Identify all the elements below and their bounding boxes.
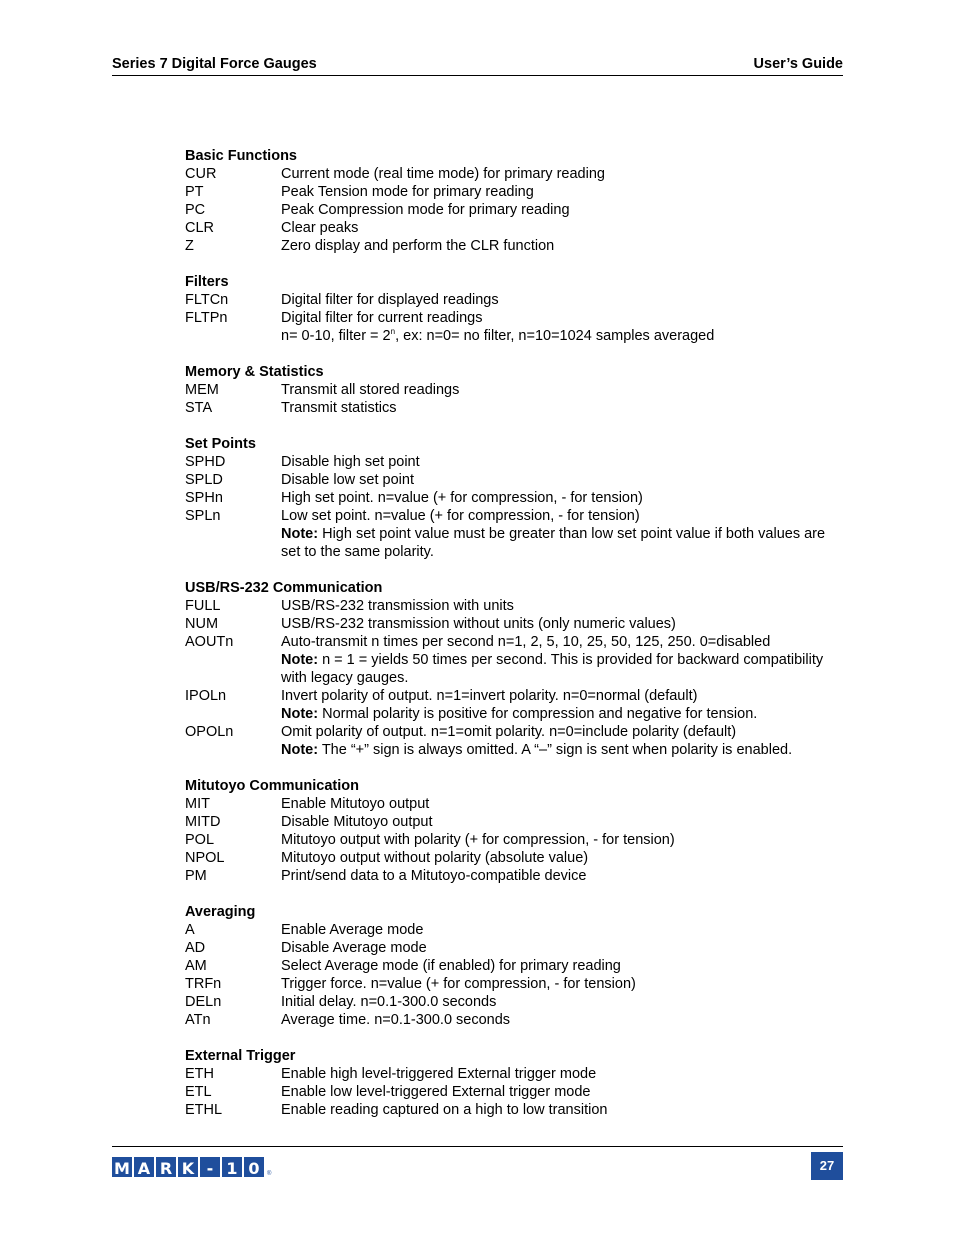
page-number: 27 xyxy=(811,1152,843,1180)
section xyxy=(185,273,845,345)
command-description: Transmit all stored readings xyxy=(281,382,460,398)
command-row xyxy=(185,921,845,939)
section-title: Averaging xyxy=(185,904,256,920)
section-title: Basic Functions xyxy=(185,148,297,164)
command-row xyxy=(185,687,845,705)
filter-formula xyxy=(185,327,845,345)
note-label: Note: xyxy=(281,742,319,758)
command-code: PC xyxy=(185,202,206,218)
command-row xyxy=(185,597,845,615)
command-row xyxy=(185,615,845,633)
command-code: FLTCn xyxy=(185,292,229,308)
command-code: SPLn xyxy=(185,508,221,524)
command-code: FULL xyxy=(185,598,221,614)
mark10-logo xyxy=(112,1157,271,1177)
section xyxy=(185,363,845,417)
formula-text: n= 0-10, filter = 2 xyxy=(281,328,391,344)
command-row xyxy=(185,957,845,975)
command-code: ETHL xyxy=(185,1102,223,1118)
footer-divider xyxy=(112,1146,843,1147)
command-code: ETH xyxy=(185,1066,214,1082)
command-description: Clear peaks xyxy=(281,220,359,236)
command-description: Invert polarity of output. n=1=invert polarity. n=0=normal (default) xyxy=(281,688,698,704)
command-row xyxy=(185,219,845,237)
command-note xyxy=(185,651,845,687)
command-code: Z xyxy=(185,238,194,254)
command-code: PT xyxy=(185,184,204,200)
section-title: Set Points xyxy=(185,436,256,452)
formula-exponent: n xyxy=(390,327,396,337)
command-description: USB/RS-232 transmission with units xyxy=(281,598,514,614)
section-title: USB/RS-232 Communication xyxy=(185,580,383,596)
command-description: Enable Average mode xyxy=(281,922,424,938)
command-description: Zero display and perform the CLR function xyxy=(281,238,555,254)
command-code: ATn xyxy=(185,1012,211,1028)
command-code: AD xyxy=(185,940,206,956)
command-description: Peak Compression mode for primary reading xyxy=(281,202,570,218)
command-row xyxy=(185,813,845,831)
command-code: DELn xyxy=(185,994,222,1010)
command-row xyxy=(185,1101,845,1119)
command-code: CLR xyxy=(185,220,215,236)
command-code: TRFn xyxy=(185,976,222,992)
section-title: Mitutoyo Communication xyxy=(185,778,359,794)
command-row xyxy=(185,1065,845,1083)
command-row xyxy=(185,795,845,813)
note-label: Note: xyxy=(281,526,319,542)
command-description: Digital filter for displayed readings xyxy=(281,292,499,308)
logo-letter: R xyxy=(156,1157,176,1177)
command-row xyxy=(185,165,845,183)
command-description: Peak Tension mode for primary reading xyxy=(281,184,534,200)
command-row xyxy=(185,183,845,201)
registered-mark: ® xyxy=(267,1171,272,1177)
command-row xyxy=(185,399,845,417)
command-row xyxy=(185,993,845,1011)
command-code: PM xyxy=(185,868,207,884)
command-row xyxy=(185,1083,845,1101)
command-row xyxy=(185,381,845,399)
section xyxy=(185,147,845,255)
command-code: SPLD xyxy=(185,472,223,488)
command-code: ETL xyxy=(185,1084,212,1100)
command-row xyxy=(185,489,845,507)
command-description: Disable Average mode xyxy=(281,940,427,956)
command-code: MIT xyxy=(185,796,210,812)
command-row xyxy=(185,723,845,741)
logo-letter: K xyxy=(178,1157,198,1177)
note-label: Note: xyxy=(281,652,319,668)
command-description: Enable low level-triggered External trigger mode xyxy=(281,1084,591,1100)
note-text: n = 1 = yields 50 times per second. This is provided for backward compatibility with legacy gauges. xyxy=(281,652,824,686)
command-description: Initial delay. n=0.1-300.0 seconds xyxy=(281,994,497,1010)
command-code: IPOLn xyxy=(185,688,227,704)
command-list xyxy=(185,147,845,1137)
command-code: SPHn xyxy=(185,490,223,506)
command-row xyxy=(185,471,845,489)
command-code: MITD xyxy=(185,814,221,830)
command-description: Trigger force. n=value (+ for compression, - for tension) xyxy=(281,976,636,992)
command-description: Mitutoyo output without polarity (absolute value) xyxy=(281,850,589,866)
formula-example: , ex: n=0= no filter, n=10=1024 samples averaged xyxy=(395,328,715,344)
command-description: Select Average mode (if enabled) for primary reading xyxy=(281,958,621,974)
section-title: Memory & Statistics xyxy=(185,364,324,380)
note-text: High set point value must be greater than low set point value if both values are set to the same polarity. xyxy=(281,526,826,560)
command-description: Disable low set point xyxy=(281,472,414,488)
command-code: NUM xyxy=(185,616,219,632)
command-description: Enable Mitutoyo output xyxy=(281,796,430,812)
command-row xyxy=(185,291,845,309)
note-text: The “+” sign is always omitted. A “–” sign is sent when polarity is enabled. xyxy=(318,742,793,758)
section xyxy=(185,579,845,759)
note-text: Normal polarity is positive for compression and negative for tension. xyxy=(318,706,758,722)
command-code: NPOL xyxy=(185,850,225,866)
command-description: Average time. n=0.1-300.0 seconds xyxy=(281,1012,511,1028)
command-row xyxy=(185,507,845,525)
command-description: Low set point. n=value (+ for compression, - for tension) xyxy=(281,508,640,524)
command-description: USB/RS-232 transmission without units (only numeric values) xyxy=(281,616,676,632)
document-title: Series 7 Digital Force Gauges xyxy=(112,56,317,72)
command-note xyxy=(185,741,845,759)
command-code: AOUTn xyxy=(185,634,234,650)
command-description: Auto-transmit n times per second n=1, 2, 5, 10, 25, 50, 125, 250. 0=disabled xyxy=(281,634,771,650)
command-row xyxy=(185,453,845,471)
command-description: Print/send data to a Mitutoyo-compatible device xyxy=(281,868,587,884)
command-code: A xyxy=(185,922,195,938)
command-note xyxy=(185,705,845,723)
logo-letter: - xyxy=(200,1157,220,1177)
command-row xyxy=(185,309,845,327)
command-description: Current mode (real time mode) for primary reading xyxy=(281,166,605,182)
command-note xyxy=(185,525,845,561)
command-code: AM xyxy=(185,958,207,974)
command-description: Omit polarity of output. n=1=omit polarity. n=0=include polarity (default) xyxy=(281,724,737,740)
page-header xyxy=(112,55,843,76)
command-row xyxy=(185,867,845,885)
section xyxy=(185,435,845,561)
command-description: Enable high level-triggered External trigger mode xyxy=(281,1066,597,1082)
note-label: Note: xyxy=(281,706,319,722)
command-description: Disable high set point xyxy=(281,454,420,470)
command-row xyxy=(185,939,845,957)
section xyxy=(185,777,845,885)
command-description: Digital filter for current readings xyxy=(281,310,483,326)
command-description: High set point. n=value (+ for compression, - for tension) xyxy=(281,490,643,506)
command-row xyxy=(185,633,845,651)
command-row xyxy=(185,237,845,255)
command-row xyxy=(185,849,845,867)
guide-label: User’s Guide xyxy=(753,56,843,72)
command-description: Enable reading captured on a high to low transition xyxy=(281,1102,608,1118)
command-row xyxy=(185,975,845,993)
logo-letter: 1 xyxy=(222,1157,242,1177)
section-title: Filters xyxy=(185,274,229,290)
section xyxy=(185,1047,845,1119)
command-code: CUR xyxy=(185,166,217,182)
section xyxy=(185,903,845,1029)
command-code: SPHD xyxy=(185,454,226,470)
command-code: OPOLn xyxy=(185,724,234,740)
logo-letter: 0 xyxy=(244,1157,264,1177)
command-row xyxy=(185,201,845,219)
command-code: MEM xyxy=(185,382,219,398)
command-code: FLTPn xyxy=(185,310,228,326)
command-row xyxy=(185,1011,845,1029)
command-code: POL xyxy=(185,832,215,848)
logo-letter: A xyxy=(134,1157,154,1177)
command-description: Mitutoyo output with polarity (+ for compression, - for tension) xyxy=(281,832,675,848)
section-title: External Trigger xyxy=(185,1048,296,1064)
command-description: Disable Mitutoyo output xyxy=(281,814,433,830)
command-code: STA xyxy=(185,400,213,416)
command-row xyxy=(185,831,845,849)
command-description: Transmit statistics xyxy=(281,400,397,416)
logo-letter: M xyxy=(112,1157,132,1177)
